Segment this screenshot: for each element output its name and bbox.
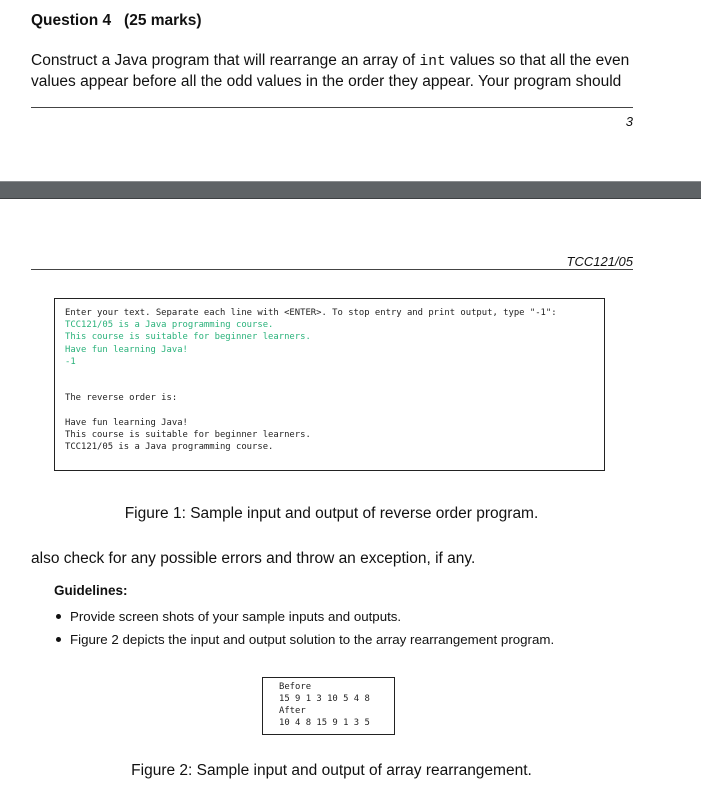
header-course-code: TCC121/05 <box>566 254 633 269</box>
console-line: Have fun learning Java! <box>65 344 188 355</box>
list-item <box>54 608 554 631</box>
question-text-pre: Construct a Java program that will rearrange an array of <box>31 52 420 69</box>
console-line: The reverse order is: <box>65 393 178 404</box>
console-line: 15 9 1 3 10 5 4 8 <box>279 693 370 704</box>
question-marks: (25 marks) <box>124 12 202 29</box>
question-number: Question 4 <box>31 12 112 29</box>
guidelines-list <box>54 608 554 654</box>
figure2-caption: Figure 2: Sample input and output of array rearrangement. <box>131 762 532 779</box>
question-text <box>31 51 651 92</box>
question-heading <box>31 12 202 30</box>
console-line: 10 4 8 15 9 1 3 5 <box>279 717 370 728</box>
console-line: -1 <box>65 356 76 367</box>
page-number: 3 <box>625 114 633 129</box>
figure2-console <box>262 677 395 735</box>
page-break-band <box>0 181 701 199</box>
guideline-text: Figure 2 depicts the input and output solution to the array rearrangement program. <box>70 632 555 647</box>
list-item <box>54 631 554 654</box>
bullet-icon <box>56 614 61 619</box>
footer-rule <box>31 107 633 108</box>
console-line: Have fun learning Java! <box>65 417 188 428</box>
console-blank-line <box>65 380 604 392</box>
console-blank-line <box>65 405 604 417</box>
figure1-console <box>54 298 605 471</box>
console-line: After <box>279 705 306 716</box>
console-line: TCC121/05 is a Java programming course. <box>65 442 274 453</box>
figure1-caption: Figure 1: Sample input and output of reverse order program. <box>124 505 539 522</box>
console-blank-line <box>65 368 604 380</box>
guideline-text: Provide screen shots of your sample inputs and outputs. <box>70 609 402 624</box>
console-line: Before <box>279 682 312 692</box>
question-continuation: also check for any possible errors and throw an exception, if any. <box>31 550 476 567</box>
header-rule <box>31 269 633 270</box>
console-line: This course is suitable for beginner learners. <box>65 429 311 440</box>
question-text-post: values so that all the even values appear before all the odd values in the order they appear. Your program should <box>31 52 630 90</box>
console-line: Enter your text. Separate each line with <ENTER>. To stop entry and print output, type "-1": <box>65 308 557 318</box>
console-line: This course is suitable for beginner learners. <box>65 332 311 343</box>
bullet-icon <box>56 637 61 642</box>
code-int: int <box>419 54 446 70</box>
guidelines-heading: Guidelines: <box>54 583 128 598</box>
console-line: TCC121/05 is a Java programming course. <box>65 320 274 331</box>
